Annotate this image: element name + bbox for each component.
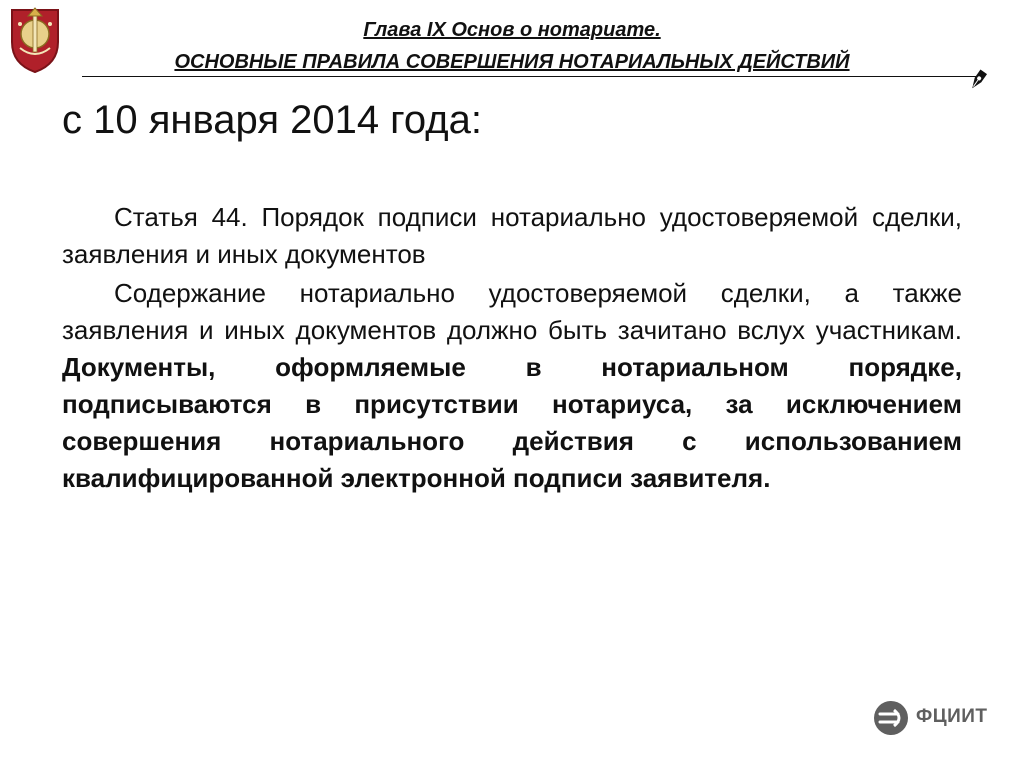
article-title: Статья 44. Порядок подписи нотариально удостоверяемой сделки, заявления и иных документов: [62, 202, 962, 269]
chapter-title: Глава IX Основ о нотариате.: [363, 19, 661, 41]
header-divider: [82, 76, 984, 77]
section-title: ОСНОВНЫЕ ПРАВИЛА СОВЕРШЕНИЯ НОТАРИАЛЬНЫХ ДЕЙСТВИЙ: [174, 51, 850, 73]
article-body-bold: Документы, оформляемые в нотариальном порядке, подписываются в присутствии нотариуса, за исключением совершения нотариального действия с использованием квалифицированной электронной подписи заявителя.: [62, 352, 962, 493]
footer-logo-text: ФЦИИТ: [916, 706, 988, 727]
article-content: [62, 199, 962, 499]
article-body-plain: Содержание нотариально удостоверяемой сделки, а также заявления и иных документов должно быть зачитано вслух участникам.: [62, 278, 962, 345]
notary-emblem-icon: [6, 2, 64, 74]
pen-nib-icon: [964, 66, 992, 94]
slide-header: [70, 14, 954, 78]
date-heading: с 10 января 2014 года:: [62, 98, 482, 142]
article-body: [62, 275, 962, 497]
